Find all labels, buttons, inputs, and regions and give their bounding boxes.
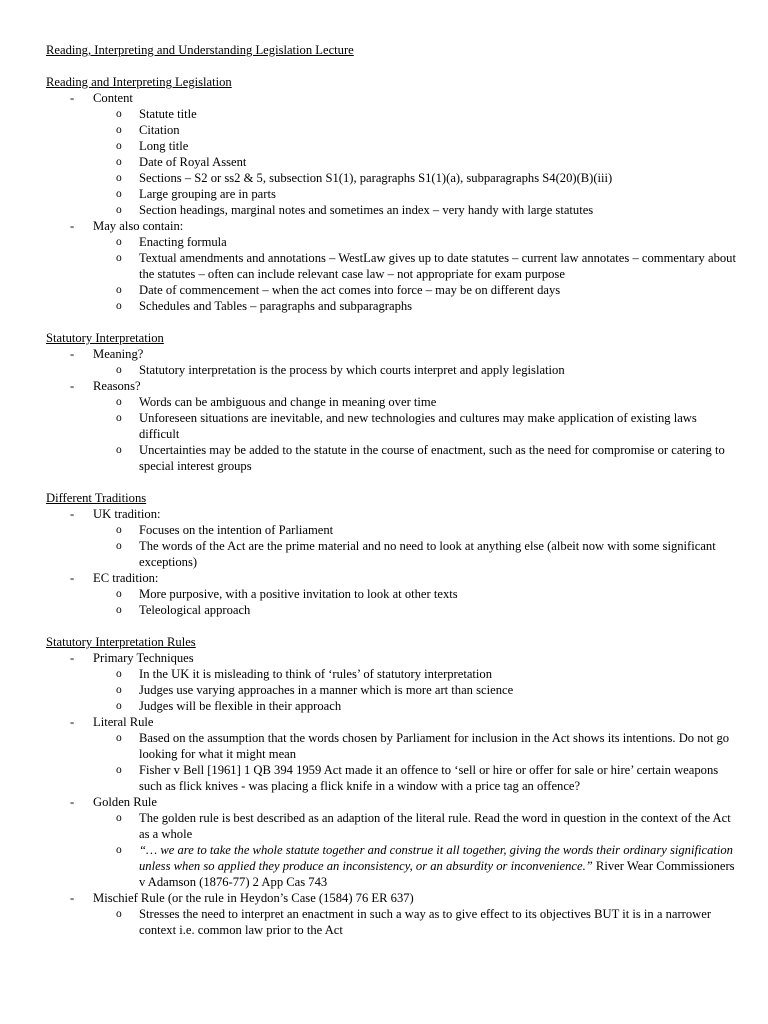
section (46, 634, 736, 938)
circle-bullet-icon: o (116, 252, 122, 264)
sub-list-item-text: Date of commencement – when the act comes into force – may be on different days (139, 283, 561, 297)
sub-list-item (46, 234, 736, 250)
list-item-text: Golden Rule (93, 795, 158, 809)
circle-bullet-icon: o (116, 284, 122, 296)
quote-text: “… we are to take the whole statute together and construe it all together, giving the words their ordinary signification unless when so applied they produce an inconsistency, or an absurdity or inconvenience.” (139, 843, 733, 873)
sub-list-item (46, 186, 736, 202)
sub-list-item-text: Statutory interpretation is the process by which courts interpret and apply legislation (139, 363, 565, 377)
sub-list-item (46, 138, 736, 154)
sub-list-item (46, 298, 736, 314)
list-item-text: EC tradition: (93, 571, 159, 585)
list-item (46, 378, 736, 394)
sub-list-item (46, 106, 736, 122)
sub-list-item (46, 682, 736, 698)
list-item-text: Reasons? (93, 379, 141, 393)
section-heading: Statutory Interpretation Rules (46, 635, 196, 649)
sub-list-item-text: More purposive, with a positive invitation to look at other texts (139, 587, 458, 601)
dash-bullet-icon: - (70, 795, 75, 809)
circle-bullet-icon: o (116, 540, 122, 552)
case-citation: River Wear Commissioners v Adamson (1876-77) 2 App Cas 743 (139, 859, 735, 889)
circle-bullet-icon: o (116, 412, 122, 424)
sub-list-item-text: Sections – S2 or ss2 & 5, subsection S1(1), paragraphs S1(1)(a), subparagraphs S4(20)(B)(iii) (139, 171, 613, 185)
dash-bullet-icon: - (70, 507, 75, 521)
dash-bullet-icon: - (70, 379, 75, 393)
circle-bullet-icon: o (116, 732, 122, 744)
sub-list-item (46, 202, 736, 218)
section-heading: Statutory Interpretation (46, 331, 164, 345)
circle-bullet-icon: o (116, 300, 122, 312)
circle-bullet-icon: o (116, 124, 122, 136)
circle-bullet-icon: o (116, 188, 122, 200)
section (46, 74, 736, 314)
sub-list-item (46, 586, 736, 602)
sub-list-item-text: Focuses on the intention of Parliament (139, 523, 334, 537)
section (46, 330, 736, 474)
list-item-text: Meaning? (93, 347, 144, 361)
sub-list-item (46, 122, 736, 138)
dash-bullet-icon: - (70, 571, 75, 585)
sub-list-item-text: Based on the assumption that the words chosen by Parliament for inclusion in the Act shows its intentions. Do not go looking for what it might mean (139, 731, 730, 761)
bullet-list (46, 506, 736, 618)
list-item (46, 90, 736, 106)
circle-bullet-icon: o (116, 668, 122, 680)
circle-bullet-icon: o (116, 444, 122, 456)
circle-bullet-icon: o (116, 588, 122, 600)
bullet-list (46, 650, 736, 938)
bullet-list (46, 346, 736, 474)
list-item (46, 346, 736, 362)
sub-list-item (46, 154, 736, 170)
sub-list-item (46, 842, 736, 890)
sub-list-item (46, 698, 736, 714)
section (46, 490, 736, 618)
document-body (46, 74, 736, 938)
circle-bullet-icon: o (116, 156, 122, 168)
circle-bullet-icon: o (116, 908, 122, 920)
sub-list-item (46, 442, 736, 474)
sub-list-item-text: Enacting formula (139, 235, 227, 249)
sub-list-item (46, 170, 736, 186)
list-item-text: Content (93, 91, 133, 105)
circle-bullet-icon: o (116, 172, 122, 184)
list-item-text: UK tradition: (93, 507, 161, 521)
sub-list-item (46, 906, 736, 938)
sub-list-item (46, 538, 736, 570)
sub-list-item-text: Unforeseen situations are inevitable, and new technologies and cultures may make application of existing laws difficult (139, 411, 697, 441)
sub-list-item (46, 282, 736, 298)
sub-list-item-text: In the UK it is misleading to think of ‘rules’ of statutory interpretation (139, 667, 493, 681)
list-item-text: Mischief Rule (or the rule in Heydon’s Case (1584) 76 ER 637) (93, 891, 414, 905)
sub-list-item (46, 362, 736, 378)
sub-list-item-text: Statute title (139, 107, 197, 121)
circle-bullet-icon: o (116, 604, 122, 616)
circle-bullet-icon: o (116, 364, 122, 376)
sub-list-item-text: Long title (139, 139, 189, 153)
list-item (46, 890, 736, 906)
list-item (46, 506, 736, 522)
list-item (46, 650, 736, 666)
circle-bullet-icon: o (116, 140, 122, 152)
circle-bullet-icon: o (116, 700, 122, 712)
dash-bullet-icon: - (70, 347, 75, 361)
section-heading: Reading and Interpreting Legislation (46, 75, 232, 89)
document-title: Reading, Interpreting and Understanding Legislation Lecture (46, 43, 354, 57)
sub-list-item-text: Fisher v Bell [1961] 1 QB 394 1959 Act made it an offence to ‘sell or hire or offer for sale or hire’ certain weapons such as flick knives - was placing a flick knife in a window with a price tag an offence? (139, 763, 719, 793)
sub-list-item-text: Judges use varying approaches in a manner which is more art than science (139, 683, 514, 697)
dash-bullet-icon: - (70, 891, 75, 905)
circle-bullet-icon: o (116, 236, 122, 248)
bullet-list (46, 90, 736, 314)
sub-list-item-text: Large grouping are in parts (139, 187, 276, 201)
document-page (46, 42, 736, 954)
sub-list-item-text: Textual amendments and annotations – WestLaw gives up to date statutes – current law annotates – commentary about the statutes – often can include relevant case law – not appropriate for exam purpose (139, 251, 736, 281)
sub-list-item (46, 666, 736, 682)
sub-list-item (46, 762, 736, 794)
sub-list-item (46, 522, 736, 538)
circle-bullet-icon: o (116, 108, 122, 120)
sub-list-item-text: Judges will be flexible in their approach (139, 699, 342, 713)
list-item (46, 570, 736, 586)
dash-bullet-icon: - (70, 91, 75, 105)
section-heading: Different Traditions (46, 491, 147, 505)
list-item-text: May also contain: (93, 219, 184, 233)
sub-list-item-text: Citation (139, 123, 180, 137)
list-item (46, 794, 736, 810)
dash-bullet-icon: - (70, 219, 75, 233)
list-item (46, 714, 736, 730)
circle-bullet-icon: o (116, 812, 122, 824)
circle-bullet-icon: o (116, 844, 122, 856)
sub-list-item-text: Date of Royal Assent (139, 155, 247, 169)
sub-list-item-text: Words can be ambiguous and change in meaning over time (139, 395, 437, 409)
sub-list-item (46, 394, 736, 410)
list-item-text: Literal Rule (93, 715, 154, 729)
circle-bullet-icon: o (116, 204, 122, 216)
sub-list-item (46, 602, 736, 618)
sub-list-item-text: Schedules and Tables – paragraphs and subparagraphs (139, 299, 413, 313)
sub-list-item (46, 730, 736, 762)
sub-list-item (46, 250, 736, 282)
list-item (46, 218, 736, 234)
dash-bullet-icon: - (70, 715, 75, 729)
sub-list-item (46, 810, 736, 842)
list-item-text: Primary Techniques (93, 651, 194, 665)
circle-bullet-icon: o (116, 396, 122, 408)
sub-list-item-text: Section headings, marginal notes and sometimes an index – very handy with large statutes (139, 203, 594, 217)
sub-list-item (46, 410, 736, 442)
circle-bullet-icon: o (116, 524, 122, 536)
circle-bullet-icon: o (116, 684, 122, 696)
sub-list-item-text: The words of the Act are the prime material and no need to look at anything else (albeit now with some significant exceptions) (139, 539, 716, 569)
dash-bullet-icon: - (70, 651, 75, 665)
sub-list-item-text: Teleological approach (139, 603, 251, 617)
sub-list-item-text: The golden rule is best described as an adaption of the literal rule. Read the word in question in the context of the Act as a whole (139, 811, 731, 841)
sub-list-item-text: Stresses the need to interpret an enactment in such a way as to give effect to its objectives BUT it is in a narrower context i.e. common law prior to the Act (139, 907, 712, 937)
sub-list-item-text: Uncertainties may be added to the statute in the course of enactment, such as the need for compromise or catering to special interest groups (139, 443, 725, 473)
circle-bullet-icon: o (116, 764, 122, 776)
